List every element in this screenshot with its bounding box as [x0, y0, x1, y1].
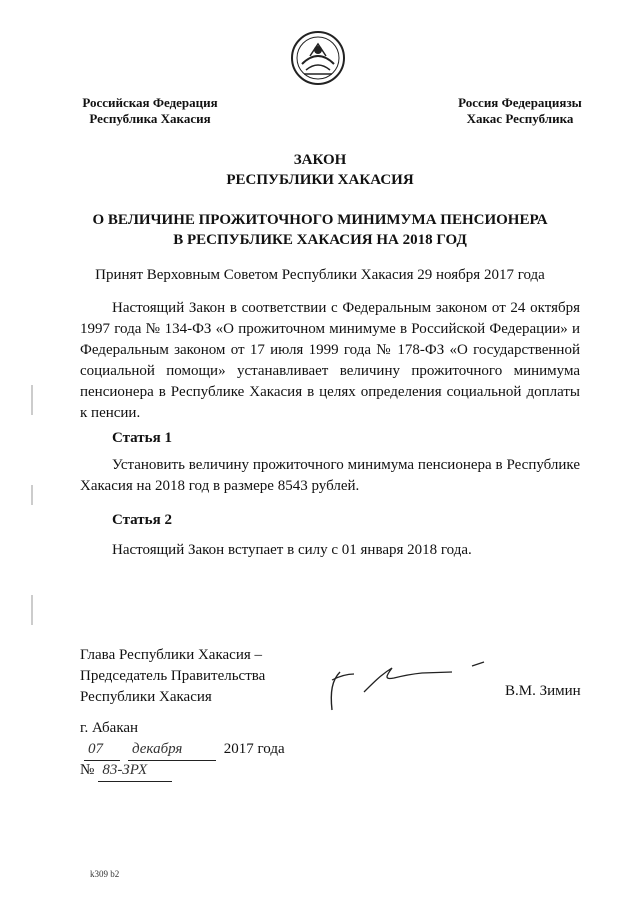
title-line2: РЕСПУБЛИКИ ХАКАСИЯ [226, 172, 414, 188]
sig-line3: Республики Хакасия [80, 689, 212, 705]
article-2-heading: Статья 2 [112, 512, 172, 528]
subject-line2: В РЕСПУБЛИКЕ ХАКАСИЯ НА 2018 ГОД [173, 232, 467, 248]
handwritten-number: 83-ЗРХ [98, 760, 172, 782]
header-left [60, 95, 240, 127]
date-year: 2017 года [223, 741, 285, 757]
handwritten-month: декабря [128, 739, 216, 761]
law-subject [0, 210, 640, 250]
header-right [430, 95, 610, 127]
adoption-note: Принят Верховным Советом Республики Хакасия 29 ноября 2017 года [95, 267, 545, 283]
title-line1: ЗАКОН [293, 152, 347, 168]
signer-name: В.М. Зимин [505, 683, 581, 699]
document-title [0, 150, 640, 190]
header-left-line2: Республика Хакасия [89, 111, 211, 126]
intro-paragraph: Настоящий Закон в соответствии с Федеральным законом от 24 октября 1997 года № 134-ФЗ «О прожиточном минимуме в Российской Федерации» и Федеральным законом от 17 июля 1999 года № 178-ФЗ «О государственной социальной помощи» устанавливает величину прожиточного минимума пенсионера в Республике Хакасия в целях определения социальной доплаты к пенсии. [80, 300, 580, 421]
header-right-line1: Россия Федерациязы [458, 95, 582, 110]
article-1-heading: Статья 1 [112, 430, 172, 446]
law-number [80, 760, 176, 782]
handwritten-day: 07 [84, 739, 120, 761]
footer-code: k309 b2 [90, 869, 120, 879]
margin-marks [30, 385, 34, 625]
signature-title-block [80, 645, 265, 708]
handwritten-signature [322, 660, 492, 715]
signing-date [80, 739, 285, 761]
sig-line2: Председатель Правительства [80, 668, 266, 684]
header-left-line1: Российская Федерация [82, 95, 218, 110]
sig-line1: Глава Республики Хакасия – [80, 647, 263, 663]
article-1-text: Установить величину прожиточного минимума пенсионера в Республике Хакасия на 2018 год в размере 8543 рублей. [80, 457, 580, 494]
subject-line1: О ВЕЛИЧИНЕ ПРОЖИТОЧНОГО МИНИМУМА ПЕНСИОНЕРА [92, 212, 548, 228]
coat-of-arms-emblem [290, 30, 346, 86]
place-of-signing: г. Абакан [80, 720, 139, 736]
article-2-text: Настоящий Закон вступает в силу с 01 января 2018 года. [112, 542, 472, 558]
number-prefix: № [80, 762, 95, 778]
header-right-line2: Хакас Республика [466, 111, 574, 126]
